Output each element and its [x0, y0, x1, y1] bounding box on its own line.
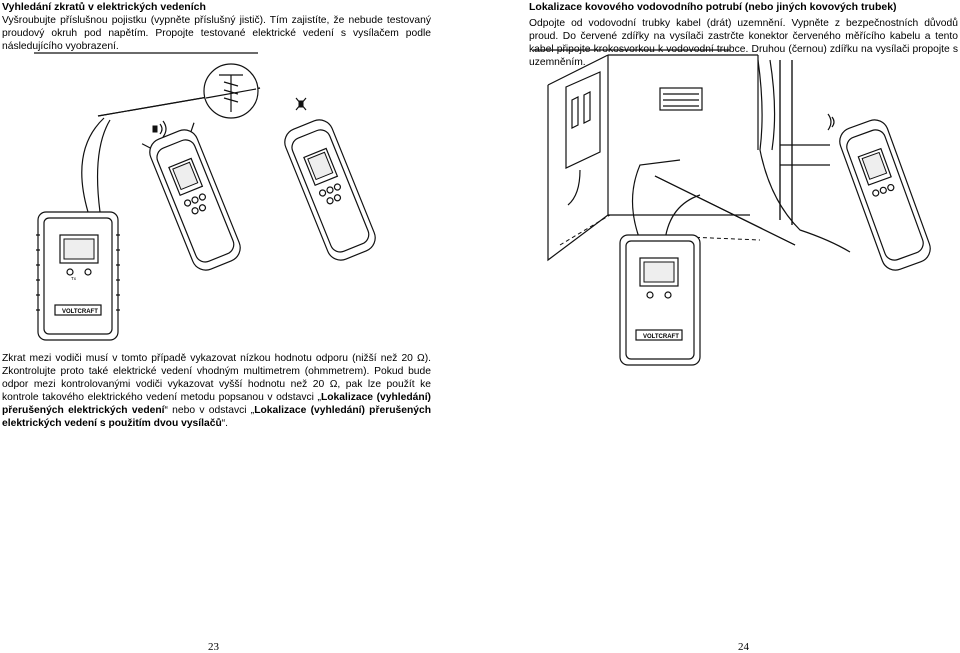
left-ref-2: Lokalizace (vyhledání) přerušených elektrických vedení s použitím dvou vysílačů: [2, 405, 431, 429]
receiver-far-right: [836, 116, 934, 274]
water-pipes: [758, 60, 850, 252]
left-mid-text: “ nebo v odstavci „: [164, 405, 255, 416]
brand-logo-right: VOLTCRAFT: [643, 334, 679, 340]
tx-level-label: Tx: [71, 276, 76, 281]
page-number-right: 24: [738, 641, 749, 653]
brand-logo-left: VOLTCRAFT: [62, 309, 98, 315]
page-number-left: 23: [208, 641, 219, 653]
fuse-box: [566, 72, 600, 205]
right-section-title: Lokalizace kovového vodovodního potrubí (nebo jiných kovových trubek): [529, 1, 897, 13]
left-ref-1: Lokalizace (vyhledání) přerušených elektrických vedení: [2, 392, 431, 416]
left-section-title: Vyhledání zkratů v elektrických vedeních: [2, 1, 206, 13]
left-note-text: Zkrat mezi vodiči musí v tomto případě vykazovat nízkou hodnotu odporu (nižší než 20 Ω). Zkontrolujte proto také elektrické vedení vhodným multimetrem (ohmmetrem). Pokud bude odpor mezi kontrolovanými vodiči vykazovat vyšší hodnotu než 20 Ω, pak lze použít ke kontrole takového elektrického vedení metodu popsanou v odstavci „: [2, 353, 431, 403]
left-intro-text: Vyšroubujte příslušnou pojistku (vypněte příslušný jistič). Tím zajistíte, že nebude testovaný proudový okruh pod napětím. Propojte testované elektrické vedení s vysílačem podle následujícího vyobrazení.: [2, 15, 431, 52]
left-end-text: “.: [221, 418, 229, 429]
transmitter-right: [620, 235, 700, 365]
right-text: Odpojte od vodovodní trubky kabel (drát) uzemnění. Vypněte z bezpečnostních důvodů proud. Do červené zdířky na vysílači zastrčte konektor červeného měřícího kabelu a tento kabel připojte krokosvorkou k vodovodní trubce. Druhou (černou) zdířku na vysílači propojte s uzemněním.: [529, 18, 958, 68]
